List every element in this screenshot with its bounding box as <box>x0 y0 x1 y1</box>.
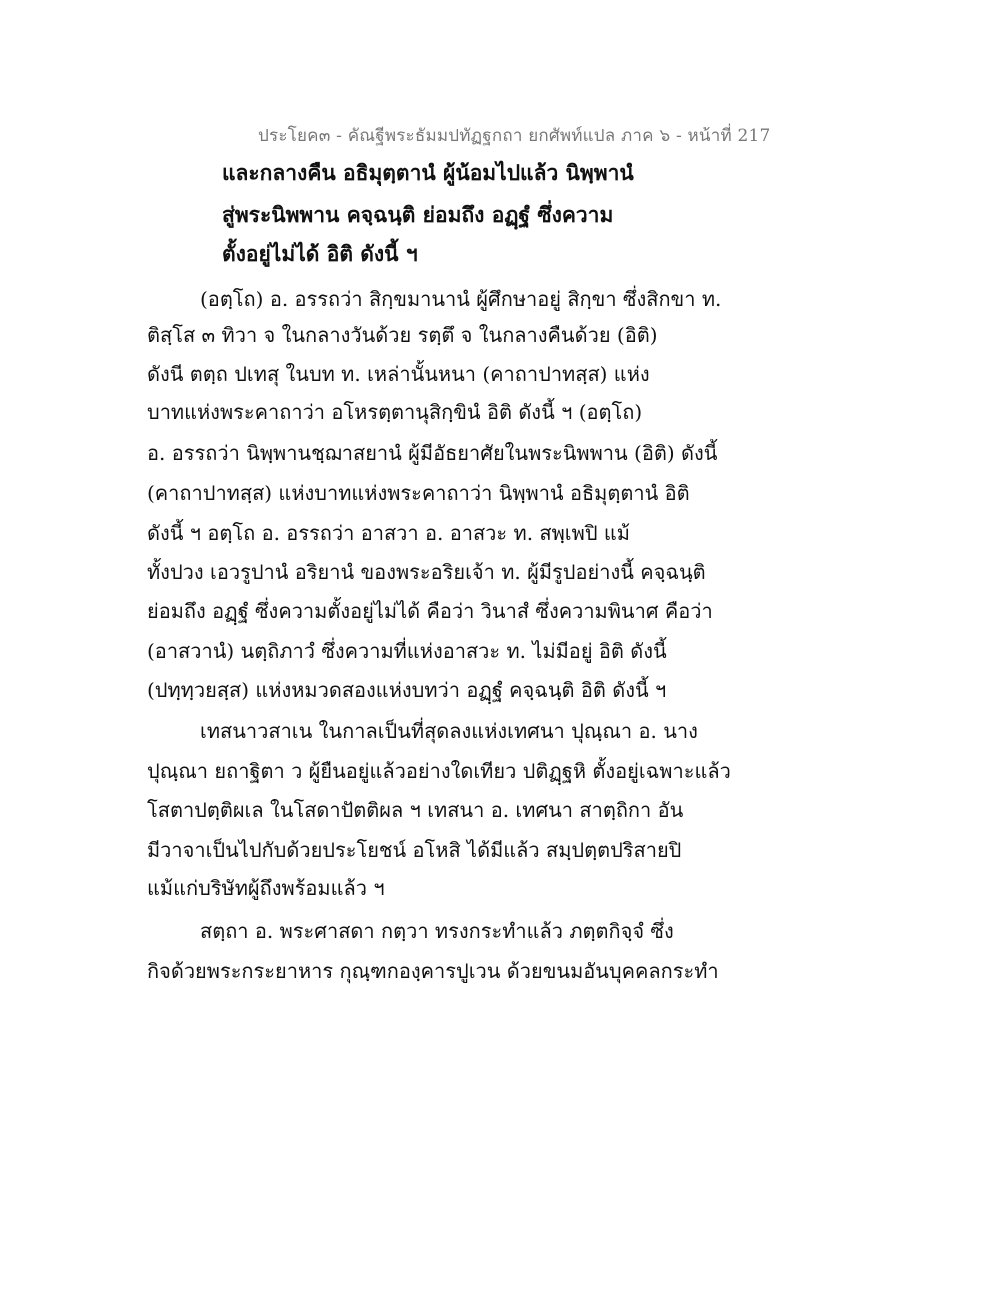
body-line: กิจด้วยพระกระยาหาร กุณฺฑกองฺคารปูเวน ด้วยขนมอันบุคคลกระทำ <box>147 959 719 983</box>
body-line: บาทแห่งพระคาถาว่า อโหรตฺตานุสิกฺขินํ อิติ ดังนี้ ฯ (อตฺโถ) <box>147 400 643 424</box>
body-line: ย่อมถึง อฏฺฐํ ซึ่งความตั้งอยู่ไม่ได้ คือว่า วินาสํ ซึ่งความพินาศ คือว่า <box>147 599 713 623</box>
verse-line: สู่พระนิพพาน คจฺฉนฺติ ย่อมถึง อฏฺฐํ ซึ่งความ <box>222 202 614 227</box>
body-line: มีวาจาเป็นไปกับด้วยประโยชน์ อโหสิ ได้มีแล้ว สมฺปตฺตปริสายปิ <box>147 838 682 862</box>
running-header: ประโยค๓ - คัณฐีพระธัมมปทัฏฐกถา ยกศัพท์แปล ภาค ๖ - หน้าที่ 217 <box>258 126 771 146</box>
body-line: ดังนี้ ฯ อตฺโถ อ. อรรถว่า อาสวา อ. อาสวะ ท. สพฺเพปิ แม้ <box>147 521 630 545</box>
verse-line: ตั้งอยู่ไม่ได้ อิติ ดังนี้ ฯ <box>222 241 418 266</box>
body-line: แม้แก่บริษัทผู้ถึงพร้อมแล้ว ฯ <box>147 876 385 900</box>
body-line: ติสฺโส ๓ ทิวา จ ในกลางวันด้วย รตฺตึ จ ในกลางคืนด้วย (อิติ) <box>147 323 658 347</box>
body-line: โสตาปตฺติผเล ในโสดาปัตติผล ฯ เทสนา อ. เทศนา สาตฺถิกา อัน <box>147 798 684 822</box>
body-line: (อาสวานํ) นตฺถิภาวํ ซึ่งความที่แห่งอาสวะ ท. ไม่มีอยู่ อิติ ดังนี้ <box>147 639 667 663</box>
body-line: ปุณฺณา ยถาฐิตา ว ผู้ยืนอยู่แล้วอย่างใดเทียว ปติฏฺฐหิ ตั้งอยู่เฉพาะแล้ว <box>147 759 731 783</box>
verse-line: และกลางคืน อธิมุตฺตานํ ผู้น้อมไปแล้ว นิพฺพานํ <box>222 160 634 185</box>
body-line: (คาถาปาทสฺส) แห่งบาทแห่งพระคาถาว่า นิพฺพานํ อธิมุตฺตานํ อิติ <box>147 481 690 505</box>
body-line: ทั้งปวง เอวรูปานํ อริยานํ ของพระอริยเจ้า ท. ผู้มีรูปอย่างนี้ คจฺฉนฺติ <box>147 560 706 584</box>
body-line: เทสนาวสาเน ในกาลเป็นที่สุดลงแห่งเทศนา ปุณฺณา อ. นาง <box>200 719 698 743</box>
body-line: (อตฺโถ) อ. อรรถว่า สิกฺขมานานํ ผู้ศึกษาอยู่ สิกฺขา ซึ่งสิกขา ท. <box>200 287 722 311</box>
body-line: สตฺถา อ. พระศาสดา กตฺวา ทรงกระทำแล้ว ภตฺตกิจฺจํ ซึ่ง <box>200 919 674 943</box>
body-line: อ. อรรถว่า นิพฺพานชฺฌาสยานํ ผู้มีอัธยาศัยในพระนิพพาน (อิติ) ดังนี้ <box>147 441 718 465</box>
body-line: ดังนี ตตฺถ ปเทสุ ในบท ท. เหล่านั้นหนา (คาถาปาทสฺส) แห่ง <box>147 362 650 386</box>
body-line: (ปทฺทฺวยสฺส) แห่งหมวดสองแห่งบทว่า อฏฺฐํ คจฺฉนฺติ อิติ ดังนี้ ฯ <box>147 678 667 702</box>
